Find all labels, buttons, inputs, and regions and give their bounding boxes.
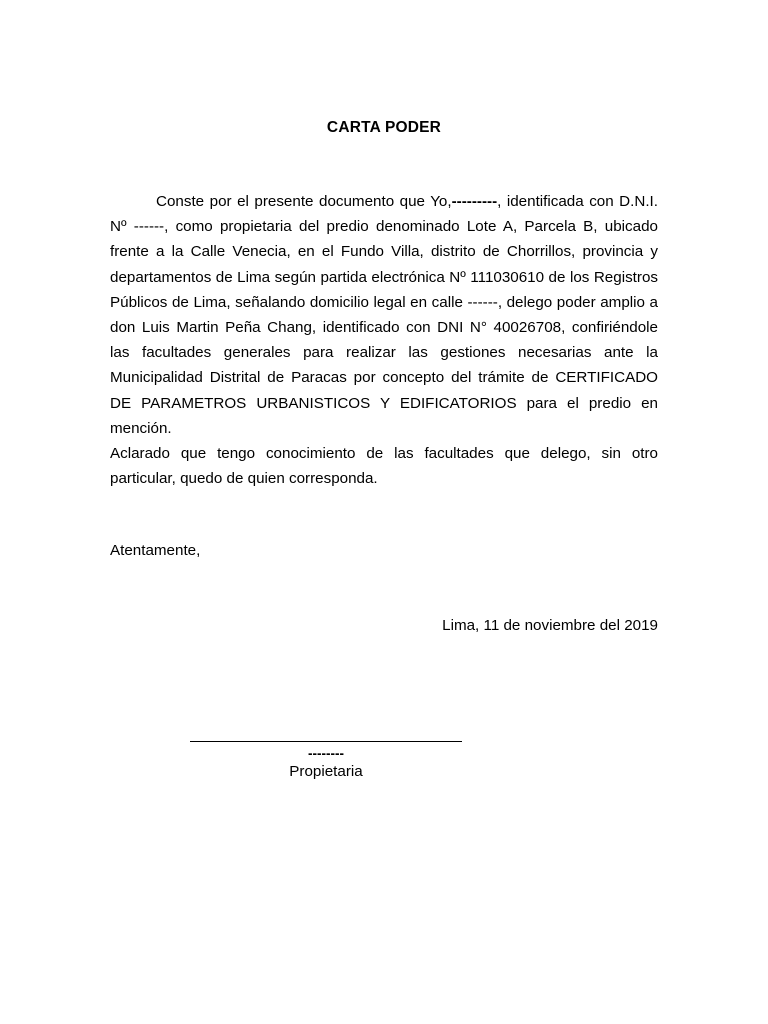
paragraph-rest: , identificada con D.N.I. Nº ------, como propietaria del predio denominado Lote A, Parcela B, ubicado frente a la Calle Venecia, en el Fundo Villa, distrito de Chorrillos, provincia y departamentos de Lima según partida electrónica Nº 111030610 de los Registros Públicos de Lima, señalando domicilio legal en calle ------, delego poder amplio a don Luis Martin Peña Chang, identificado con DNI N° 40026708, confiriéndole las facultades generales para realizar las gestiones necesarias ante la Municipalidad Distrital de Paracas por concepto del trámite de CERTIFICADO DE PARAMETROS URBANISTICOS Y EDIFICATORIOS para el predio en mención. <box>110 193 658 437</box>
signer-name: -------- <box>308 746 344 761</box>
grantor-name-placeholder: --------- <box>451 193 498 210</box>
signer-role: Propietaria <box>289 763 363 780</box>
date-line: Lima, 11 de noviembre del 2019 <box>442 617 658 634</box>
signature-line <box>190 741 462 742</box>
document-title: CARTA PODER <box>326 119 442 136</box>
paragraph-intro: Conste por el presente documento que Yo, <box>156 193 452 210</box>
paragraph-main <box>110 189 658 441</box>
document-body <box>110 189 658 491</box>
greeting: Atentamente, <box>110 542 201 559</box>
signature-block <box>190 741 462 782</box>
paragraph-closing: Aclarado que tengo conocimiento de las facultades que delego, sin otro particular, quedo de quien corresponda. <box>110 445 658 488</box>
